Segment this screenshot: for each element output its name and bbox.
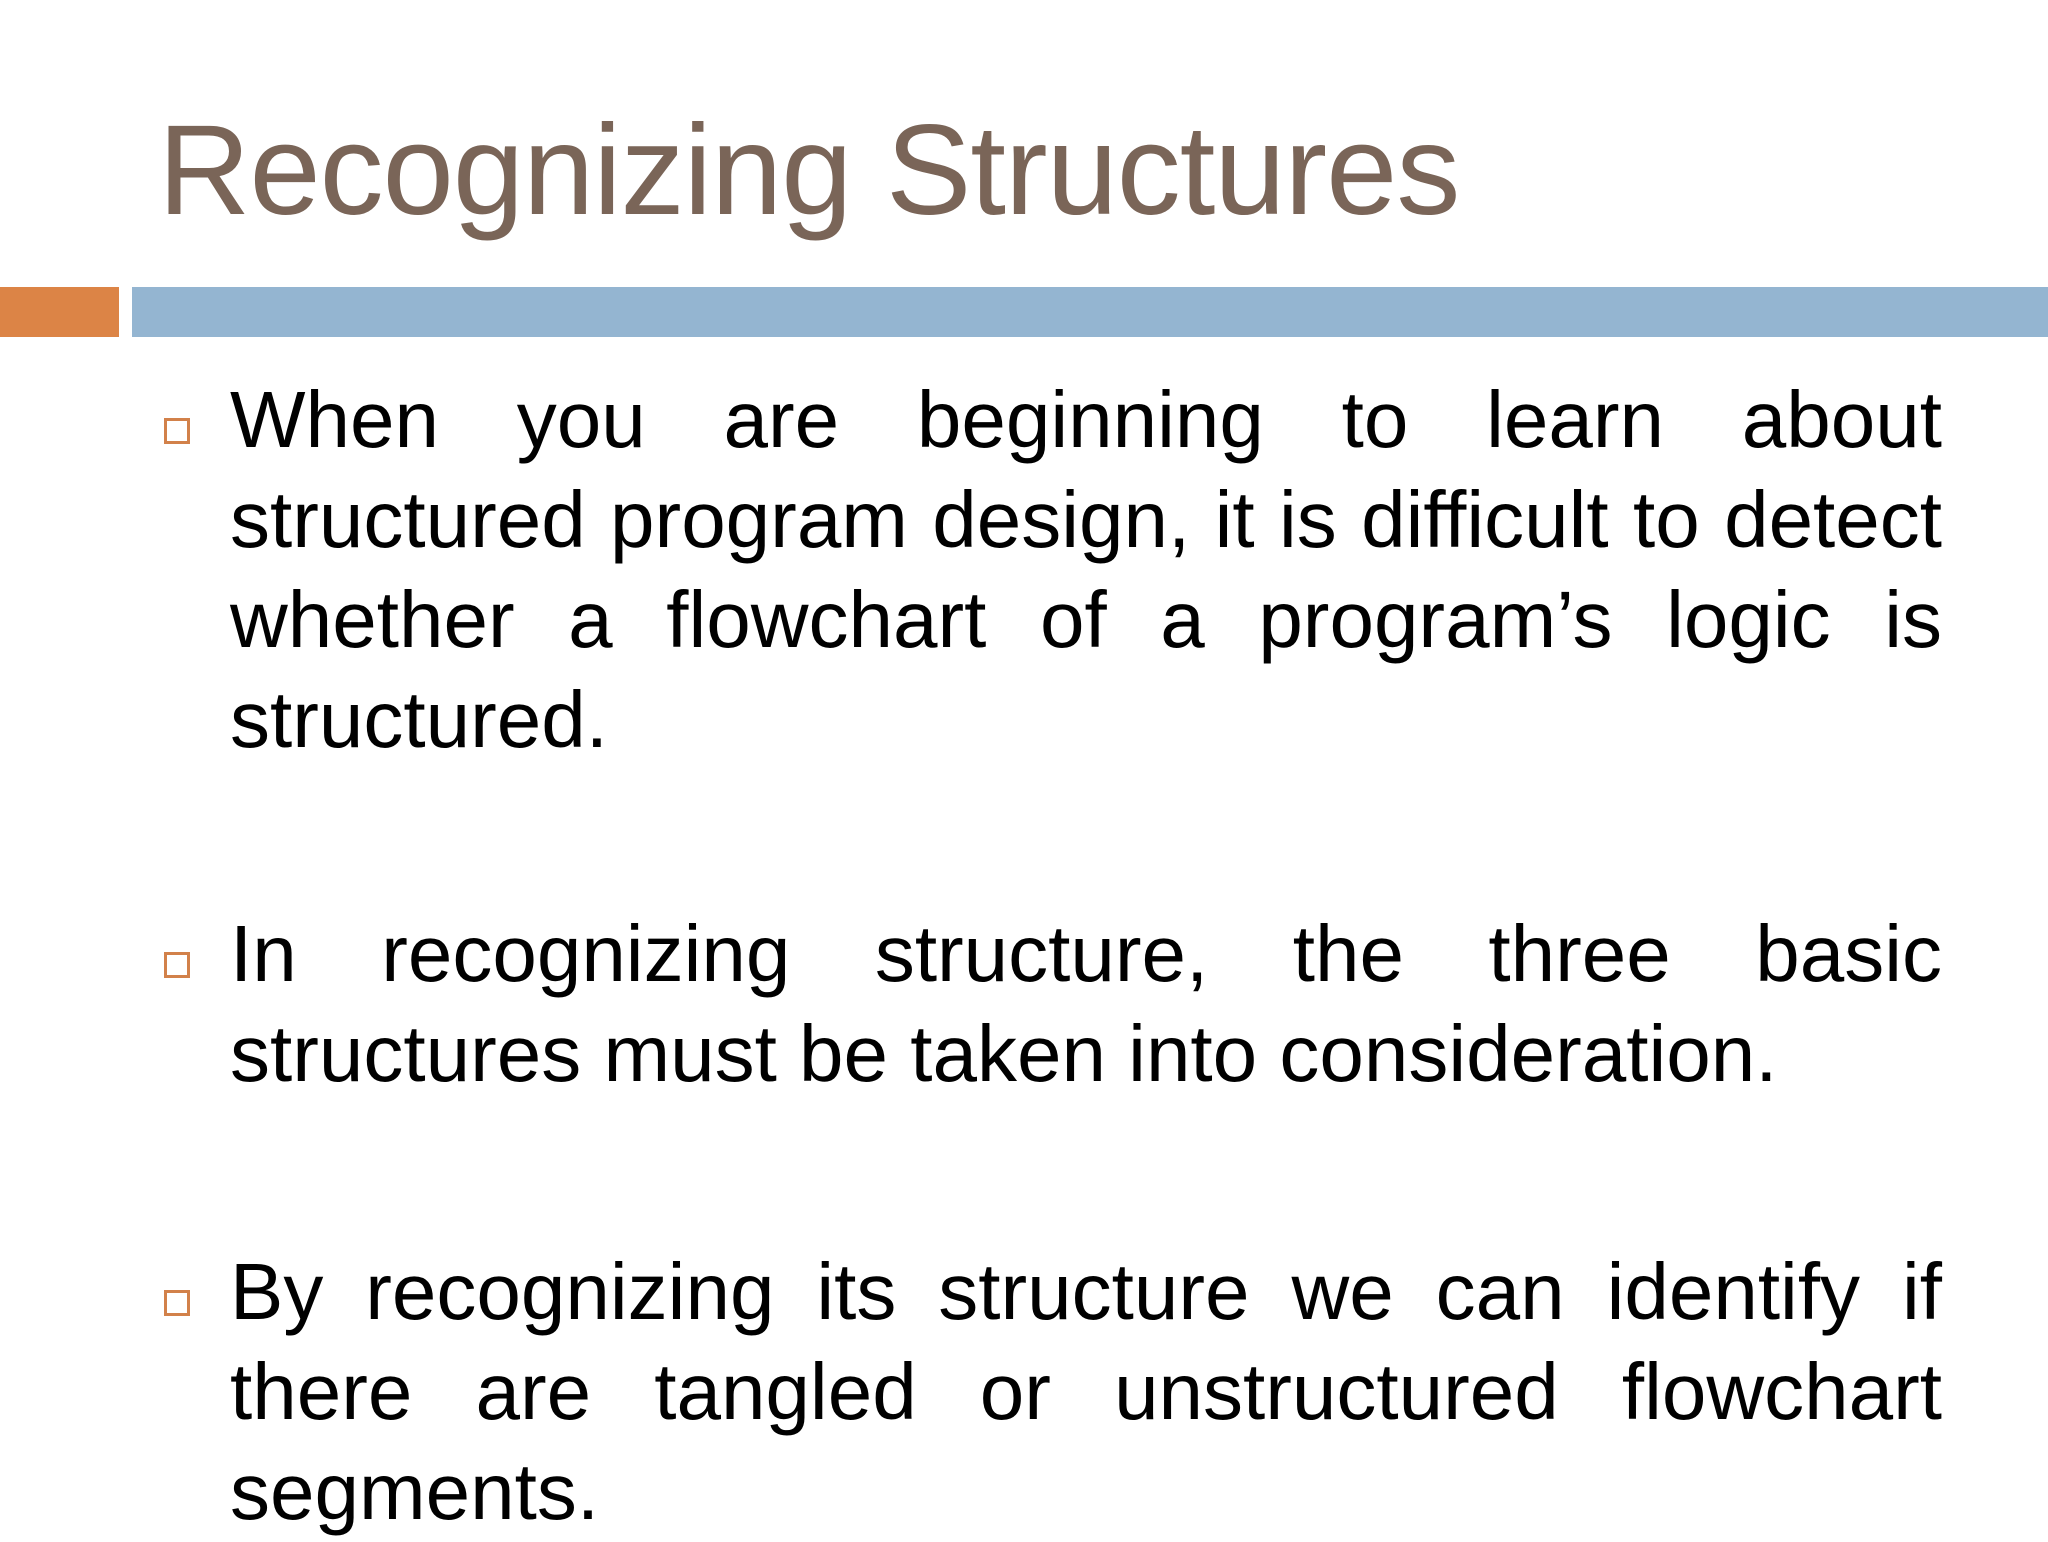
square-bullet-icon — [164, 952, 190, 978]
accent-bar — [0, 287, 119, 337]
title-underline-bar — [132, 287, 2048, 337]
bullet-text: In recognizing structure, the three basic structures must be taken into consideration. — [230, 909, 1942, 1098]
bullet-text: By recognizing its structure we can identify if there are tangled or unstructured flowchart segments. — [230, 1247, 1942, 1536]
square-bullet-icon — [164, 1290, 190, 1316]
slide-title: Recognizing Structures — [158, 99, 1460, 242]
bullet-text: When you are beginning to learn about structured program design, it is difficult to detect whether a flowchart of a program’s logic is structured. — [230, 375, 1942, 764]
square-bullet-icon — [164, 418, 190, 444]
